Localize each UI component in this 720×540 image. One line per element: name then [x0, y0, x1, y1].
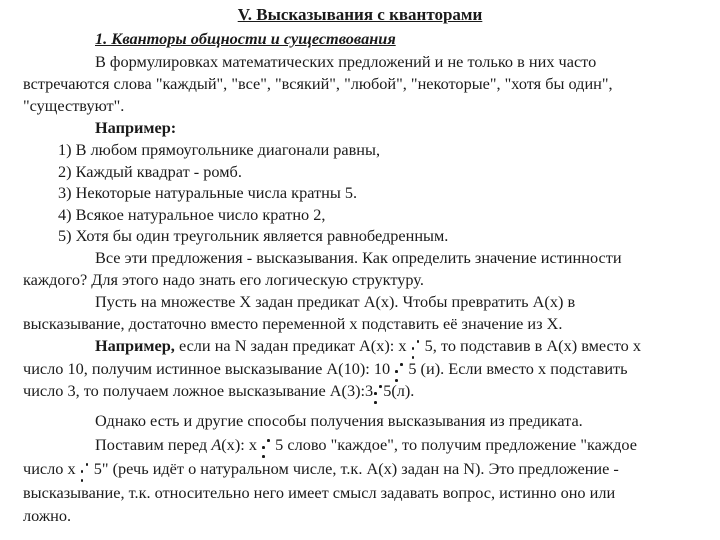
divisibility-symbol	[411, 336, 421, 356]
intro-line-2: встречаются слова "каждый", "все", "всякий", "любой", "некоторые", "хотя бы один",	[23, 74, 613, 93]
example2-text: 5 (и). Если вместо x подставить	[408, 359, 628, 378]
last-para-text: число x	[23, 459, 76, 478]
example-item: 1) В любом прямоугольнике диагонали равны,	[58, 140, 381, 159]
example-item: 5) Хотя бы один треугольник является равнобедренным.	[58, 226, 449, 245]
last-para-text: 5 слово "каждое", то получим предложение "каждое	[275, 435, 637, 454]
last-para-text: Поставим перед	[95, 435, 208, 454]
page-title: V. Высказывания с кванторами	[237, 5, 483, 24]
divisibility-symbol	[394, 359, 404, 379]
other-ways-line: Однако есть и другие способы получения высказывания из предиката.	[95, 411, 583, 430]
example-item: 2) Каждый квадрат - ромб.	[58, 162, 242, 181]
predicate-symbol: A	[211, 435, 222, 454]
predicate-line-2: высказывание, достаточно вместо переменной x подставить её значение из X.	[23, 314, 563, 333]
divisibility-symbol	[373, 381, 383, 401]
intro-line-3: "существуют".	[23, 96, 125, 115]
example2-text: если на N задан предикат A(x): x	[178, 336, 407, 355]
section-subtitle: 1. Кванторы общности и существования	[95, 29, 396, 48]
divisibility-symbol	[261, 435, 271, 455]
example-item: 3) Некоторые натуральные числа кратны 5.	[58, 183, 358, 202]
intro-line-1: В формулировках математических предложений и не только в них часто	[95, 52, 597, 71]
example2-text: число 10, получим истинное высказывание A(10): 10	[23, 359, 391, 378]
predicate-line-1: Пусть на множестве X задан предикат A(x). Чтобы превратить A(x) в	[95, 292, 576, 311]
example2-text: число 3, то получаем ложное высказывание A(3):3	[23, 381, 374, 400]
question-line-2: каждого? Для этого надо знать его логическую структуру.	[23, 270, 424, 289]
last-para-line-3: высказывание, т.к. относительно него имеет смысл задавать вопрос, истинно оно или	[23, 483, 616, 502]
divisibility-symbol	[80, 459, 90, 479]
example-item: 4) Всякое натуральное число кратно 2,	[58, 205, 326, 224]
last-para-line-4: ложно.	[23, 506, 72, 525]
last-para-line-2	[23, 459, 619, 479]
last-para-text: 5" (речь идёт о натуральном числе, т.к. A(x) задан на N). Это предложение -	[93, 459, 619, 478]
example-label: Например:	[95, 118, 177, 137]
example2-label: Например,	[95, 336, 175, 355]
example2-line-1	[95, 336, 641, 356]
last-para-text: (x): x	[221, 435, 257, 454]
example2-text: 5(л).	[383, 381, 415, 400]
example2-text: 5, то подставив в A(x) вместо x	[424, 336, 642, 355]
last-para-line-1	[95, 435, 637, 455]
question-line-1: Все эти предложения - высказывания. Как определить значение истинности	[95, 248, 622, 267]
example2-line-3	[23, 381, 414, 401]
example2-line-2	[23, 359, 628, 379]
